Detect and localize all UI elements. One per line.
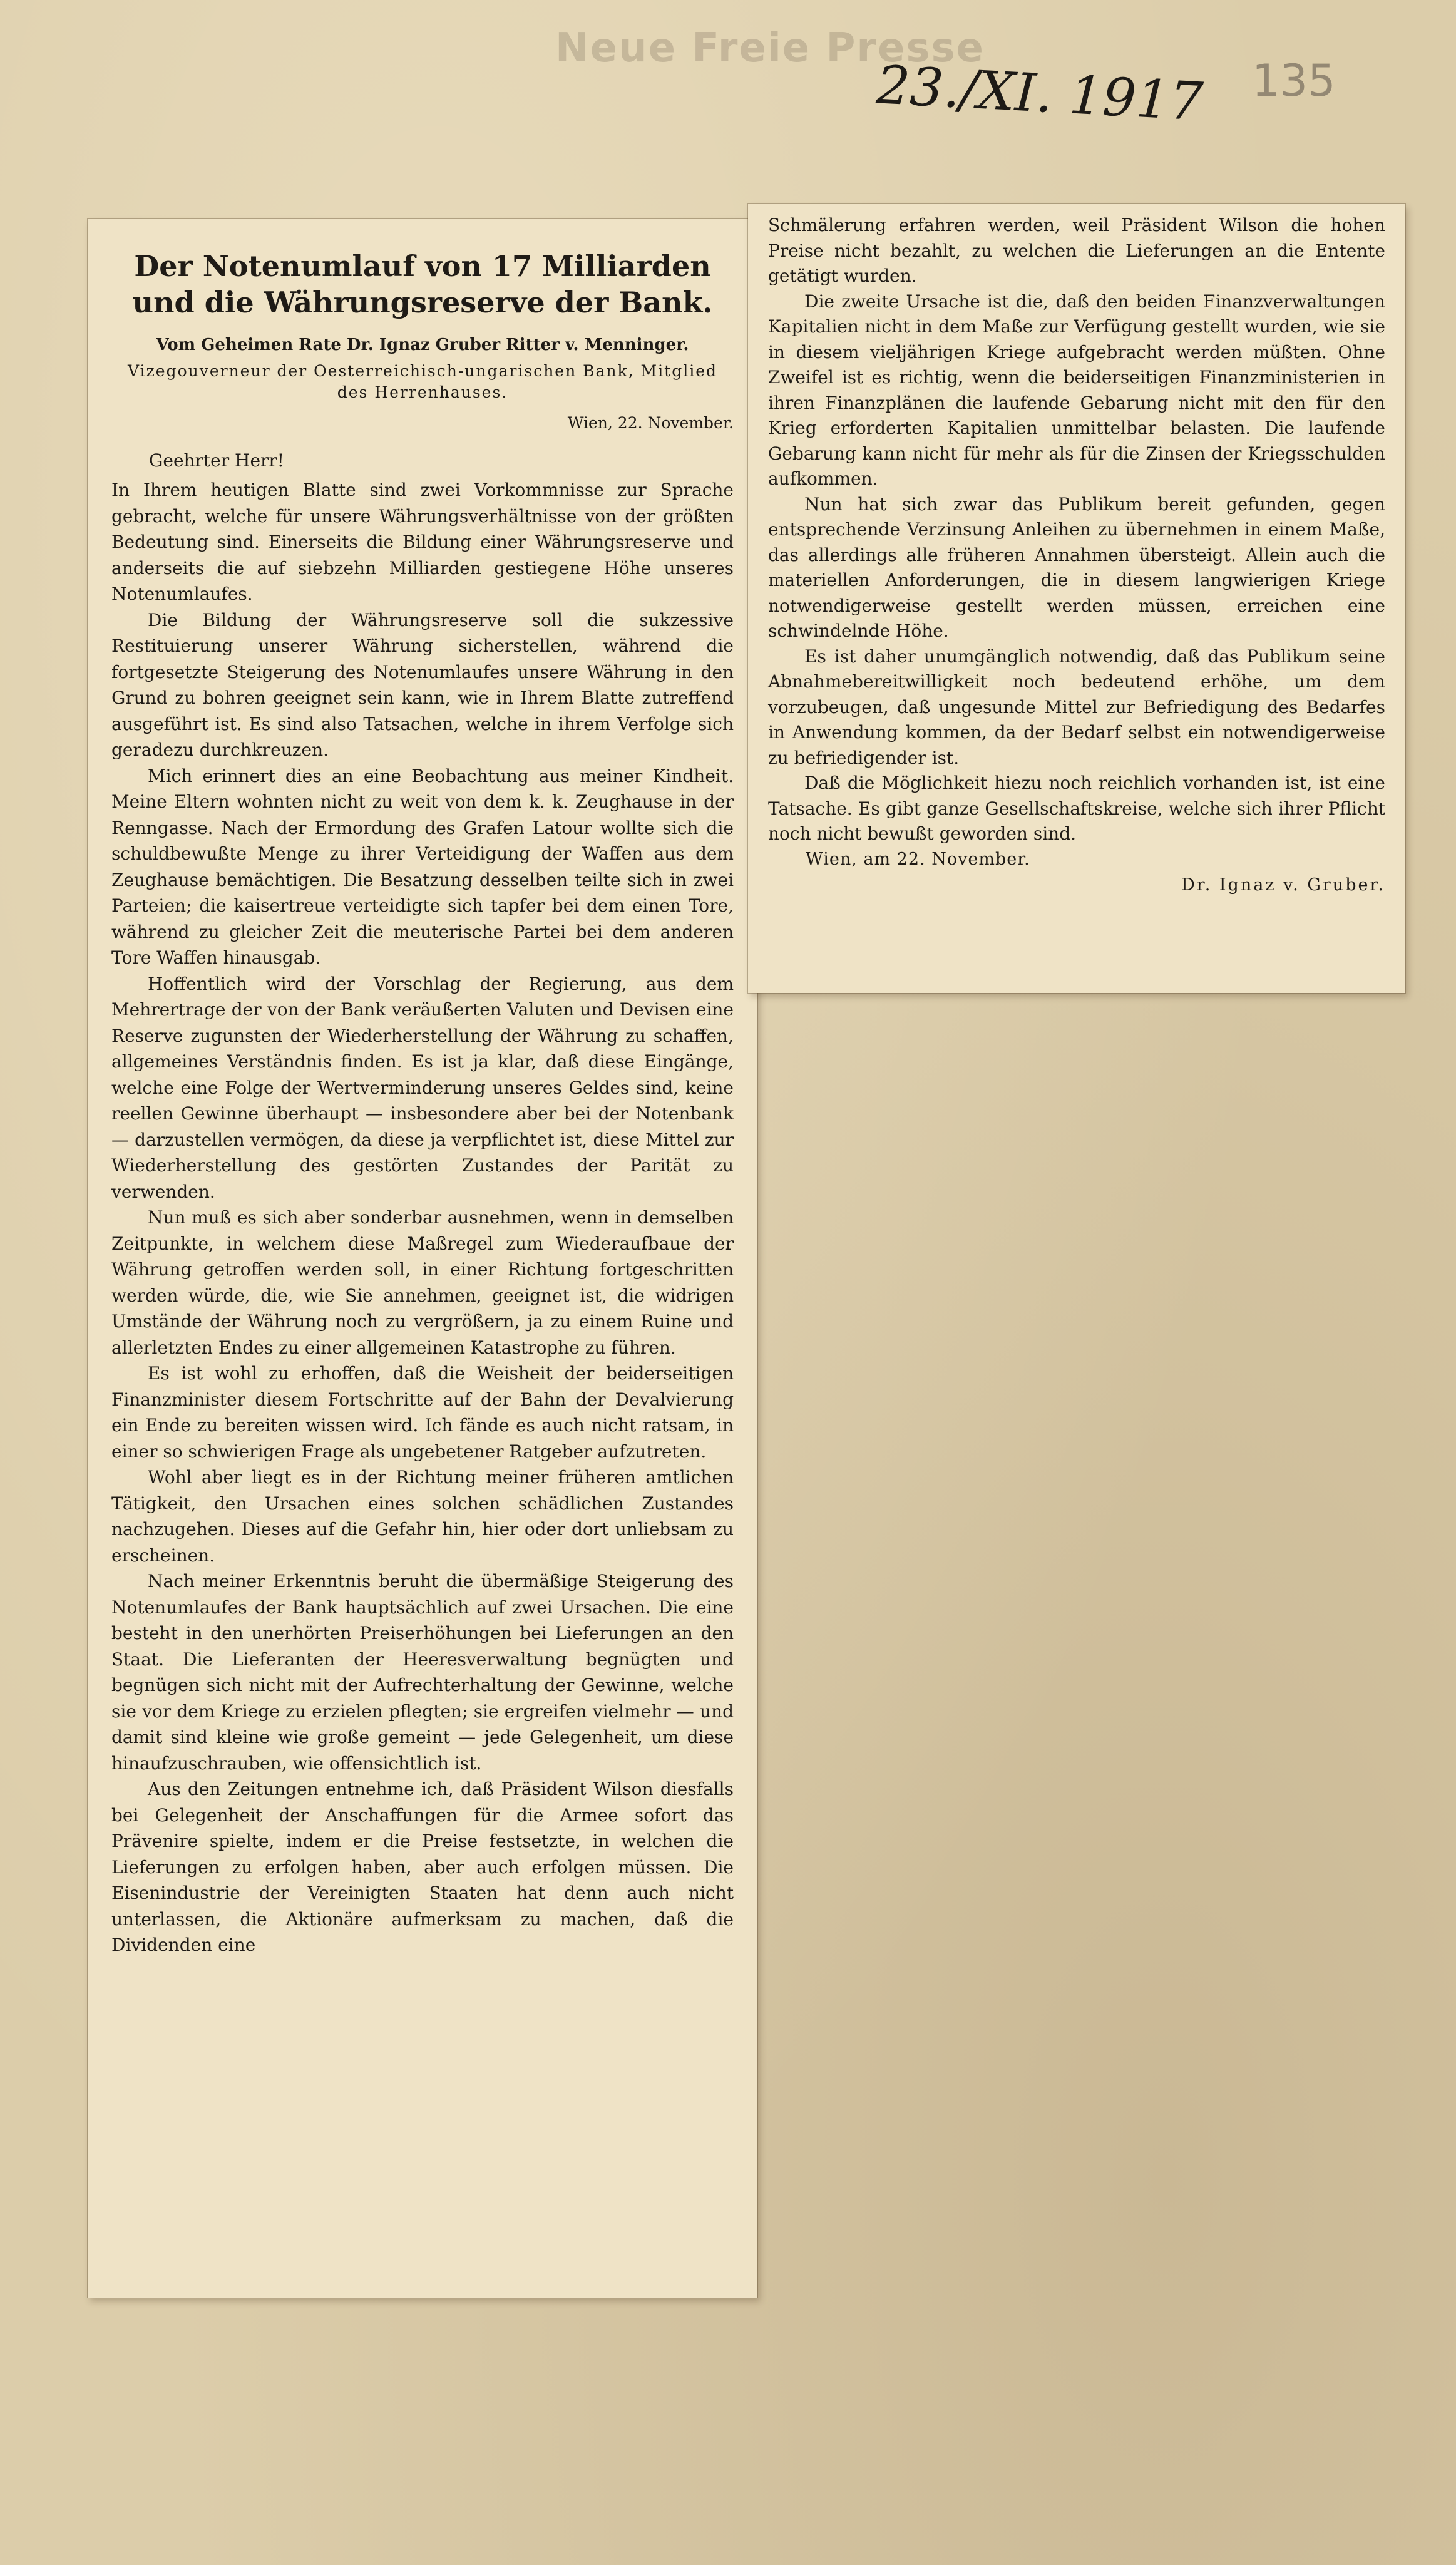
archive-number: 135 xyxy=(1252,55,1336,106)
paragraph: Nun hat sich zwar das Publikum bereit gefunden, gegen entsprechende Verzinsung Anleihen zu übernehmen in einem Maße, das allerdings alle früheren Annahmen übersteigt. Allein auch die materiellen Anforderungen, die in diesem langwierigen Kriege notwendigerweise gestellt werden müssen, erreichen eine schwindelnde Höhe. xyxy=(768,493,1385,641)
salutation: Geehrter Herr! xyxy=(149,450,285,471)
paragraph: Daß die Möglichkeit hiezu noch reichlich vorhanden ist, ist eine Tatsache. Es gibt ganze Gesellschaftskreise, welche sich ihrer Pflicht noch nicht bewußt geworden sind. xyxy=(768,773,1385,844)
paragraph: Wohl aber liegt es in der Richtung meiner früheren amtlichen Tätigkeit, den Ursachen eines solchen schädlichen Zustandes nachzugehen. Dieses auf die Gefahr hin, hier oder dort unliebsam zu erscheinen. xyxy=(111,1467,734,1566)
paragraph: Schmälerung erfahren werden, weil Präsident Wilson die hohen Preise nicht bezahlt, zu welchen die Lieferungen an die Entente getätigt wurden. xyxy=(768,215,1385,286)
paragraph: Hoffentlich wird der Vorschlag der Regierung, aus dem Mehrertrage der von der Bank veräußerten Valuten und Devisen eine Reserve zugunsten der Wiederherstellung der Währung zu schaffen, allgemeines Verständnis finden. Es ist ja klar, daß diese Eingänge, welche eine Folge der Wertverminderung unseres Geldes sind, keine reellen Gewinne überhaupt — insbesondere aber bei der Notenbank — darzustellen vermögen, da diese ja verpflichtet ist, diese Mittel zur Wiederherstellung des gestörten Zustandes der Parität zu verwenden. xyxy=(111,973,734,1202)
article-byline: Vom Geheimen Rate Dr. Ignaz Gruber Ritter v. Menninger. xyxy=(156,336,689,354)
paragraph: Aus den Zeitungen entnehme ich, daß Präsident Wilson diesfalls bei Gelegenheit der Anschaffungen für die Armee sofort das Prävenire spielte, indem er die Preise festsetzte, in welchen die Lieferungen zu erfolgen haben, aber auch erfolgen müssen. Die Eisenindustrie der Vereinigten Staaten hat denn auch nicht unterlassen, die Aktionäre aufmerksam zu machen, daß die Dividenden eine xyxy=(111,1779,734,1955)
closing-place: Wien, am 22. November. xyxy=(806,849,1030,869)
newspaper-stamp: Neue Freie Presse xyxy=(555,25,985,71)
paragraph: Es ist daher unumgänglich notwendig, daß das Publikum seine Abnahmebereitwilligkeit noch bedeutend erhöhe, um dem vorzubeugen, daß ungesunde Mittel zur Befriedigung des Bedarfes in Anwendung kommen, da der Bedarf selbst ein notwendigerweise zu befriedigender ist. xyxy=(768,645,1385,768)
clipping-column-1 xyxy=(88,219,757,2298)
paragraph: In Ihrem heutigen Blatte sind zwei Vorkommnisse zur Sprache gebracht, welche für unsere Währungsverhältnisse von der größten Bedeutung sind. Einerseits die Bildung einer Währungsreserve und anderseits die auf siebzehn Milliarden gestiegene Höhe unseres Notenumlaufes. xyxy=(111,480,734,604)
paragraph: Nach meiner Erkenntnis beruht die übermäßige Steigerung des Notenumlaufes der Bank hauptsächlich auf zwei Ursachen. Die eine besteht in den unerhörten Preiserhöhungen bei Lieferungen an den Staat. Die Lieferanten der Heeresverwaltung begnügten und begnügen sich nicht mit der Aufrechterhaltung der Gewinne, welche sie vor dem Kriege zu erzielen pflegten; sie ergreifen vielmehr — und damit sind kleine wie große gemeint — jede Gelegenheit, um diese hinaufzuschrauben, wie offensichtlich ist. xyxy=(111,1571,734,1774)
paragraph: Es ist wohl zu erhoffen, daß die Weisheit der beiderseitigen Finanzminister diesem Fortschritte auf der Bahn der Devalvierung ein Ende zu bereiten wissen wird. Ich fände es auch nicht ratsam, in einer so schwierigen Frage als ungebetener Ratgeber aufzutreten. xyxy=(111,1363,734,1462)
author-title: Vizegouverneur der Oesterreichisch-ungarischen Bank, Mitglied des Herrenhauses. xyxy=(127,362,717,401)
handwritten-date: 23./XI. 1917 xyxy=(874,54,1205,133)
signature: Dr. Ignaz v. Gruber. xyxy=(1181,875,1385,895)
clipping-column-2 xyxy=(748,204,1405,993)
paragraph: Nun muß es sich aber sonderbar ausnehmen, wenn in demselben Zeitpunkte, in welchem diese Maßregel zum Wiederaufbaue der Währung getroffen werden soll, in einer Richtung fortgeschritten werden würde, die, wie Sie annehmen, geeignet ist, die widrigen Umstände der Währung noch zu vergrößern, ja zu einem Ruine und allerletzten Endes zu einer allgemeinen Katastrophe zu führen. xyxy=(111,1207,734,1358)
paragraph: Mich erinnert dies an eine Beobachtung aus meiner Kindheit. Meine Eltern wohnten nicht zu weit von dem k. k. Zeughause in der Renngasse. Nach der Ermordung des Grafen Latour wollte sich die schuldbewußte Menge zu ihrer Verteidigung der Waffen aus dem Zeughause bemächtigen. Die Besatzung desselben teilte sich in zwei Parteien; die kaisertreue verteidigte sich tapfer bei dem einen Tore, während zu gleicher Zeit die meuterische Partei bei dem anderen Tore Waffen hinausgab. xyxy=(111,765,734,968)
paragraph: Die Bildung der Währungsreserve soll die sukzessive Restituierung unserer Währung sicherstellen, während die fortgesetzte Steigerung des Notenumlaufes unsere Währung in den Grund zu bohren geeignet sein kann, wie in Ihrem Blatte zutreffend ausgeführt ist. Es sind also Tatsachen, welche in ihrem Verfolge sich geradezu durchkreuzen. xyxy=(111,609,734,760)
article-dateline: Wien, 22. November. xyxy=(567,414,734,432)
article-headline: Der Notenumlauf von 17 Milliarden und die Währungsreserve der Bank. xyxy=(132,249,713,319)
paragraph: Die zweite Ursache ist die, daß den beiden Finanzverwaltungen Kapitalien nicht in dem Maße zur Verfügung gestellt wurden, wie sie in diesem vieljährigen Kriege aufgebracht werden müßten. Ohne Zweifel ist es richtig, wenn die beiderseitigen Finanzministerien in ihren Finanzplänen die laufende Gebarung nicht mit den für den Krieg erforderten Kapitalien unmittelbar belasten. Die laufende Gebarung kann nicht für mehr als für die Zinsen der Kriegsschulden aufkommen. xyxy=(768,290,1385,489)
